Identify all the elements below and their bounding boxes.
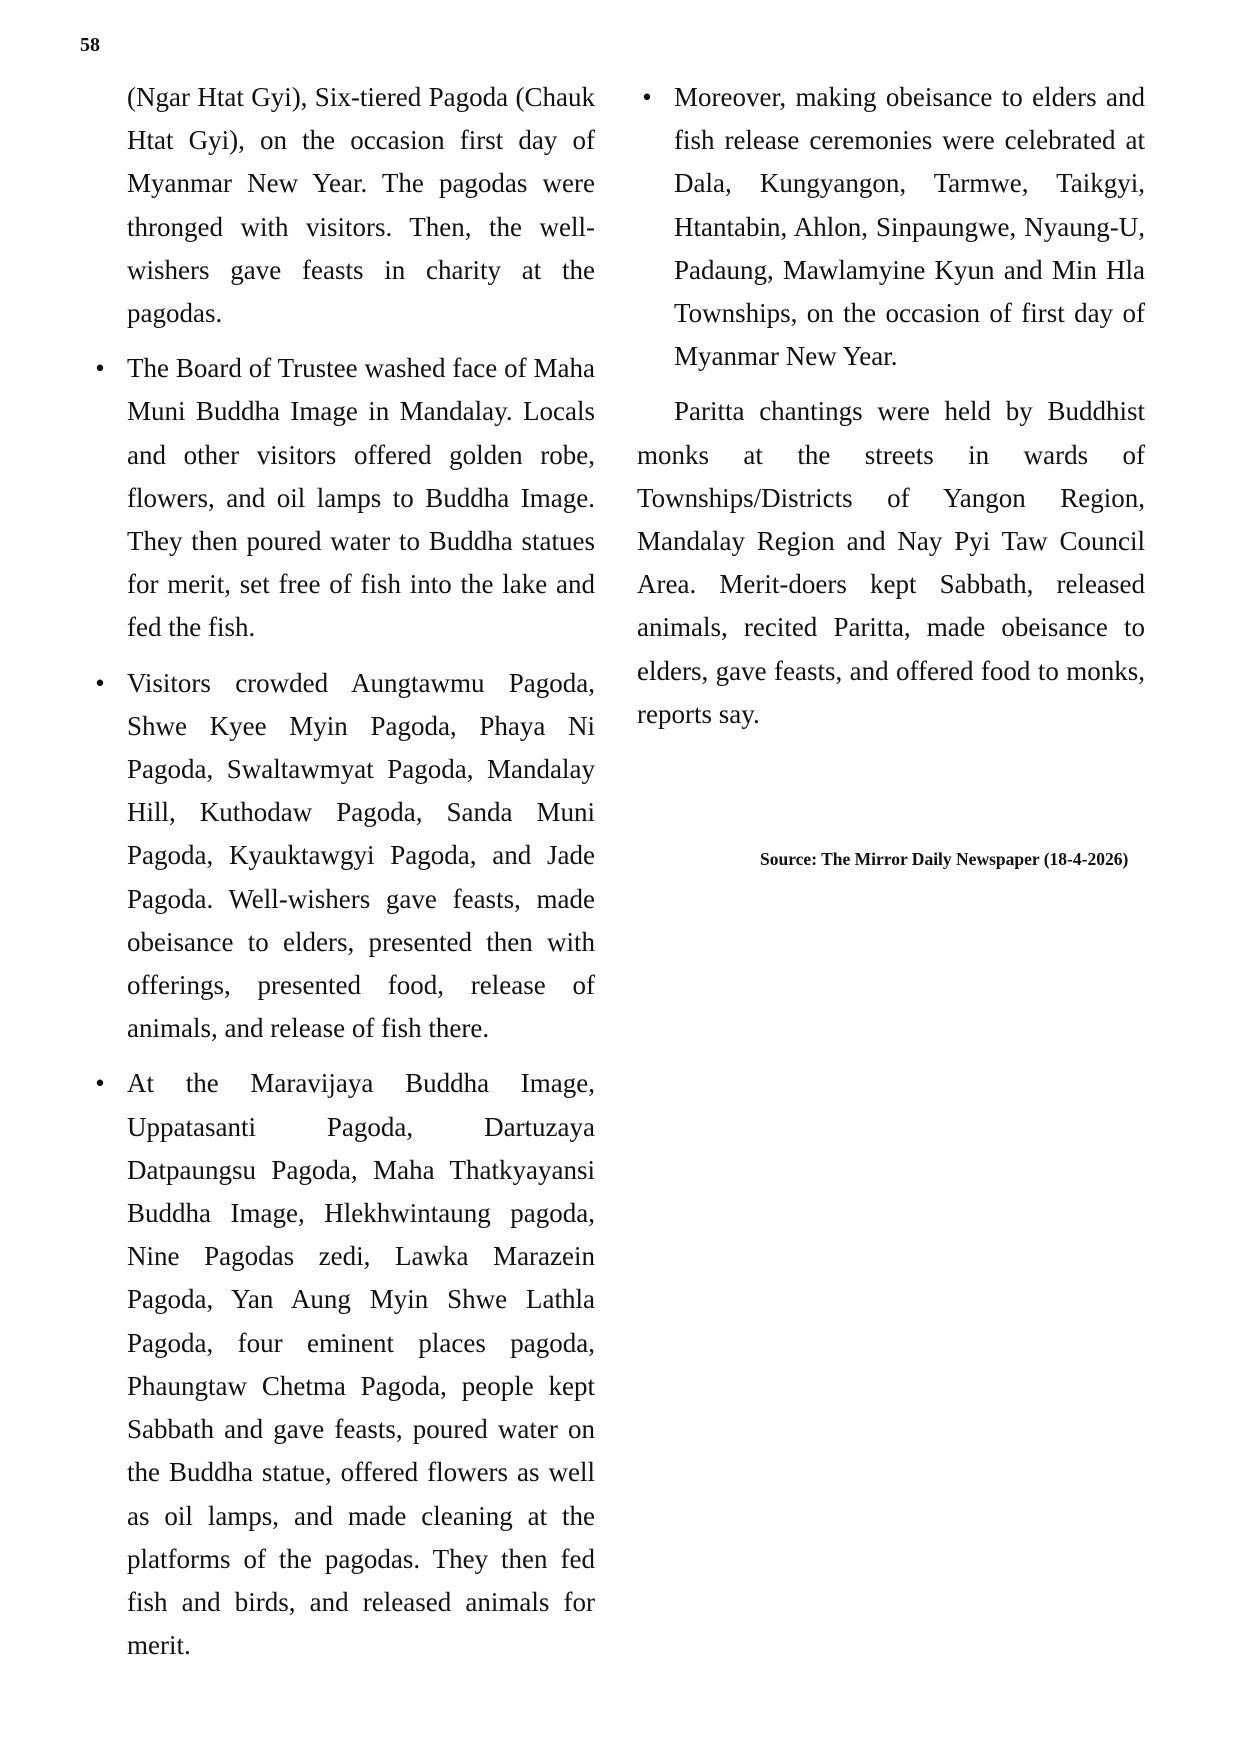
list-item-text: At the Maravijaya Buddha Image, Uppatasanti Pagoda, Dartuzaya Datpaungsu Pagoda, Maha Thatkyayansi Buddha Image, Hlekhwintaung pagoda, Nine Pagodas zedi, Lawka Marazein Pagoda, Yan Aung Myin Shwe Lathla Pagoda, four eminent places pagoda, Phaungtaw Chetma Pagoda, people kept Sabbath and gave feasts, poured water on the Buddha statue, offered flowers as well as oil lamps, and made cleaning at the platforms of the pagodas. They then fed fish and birds, and released animals for merit. (127, 1068, 595, 1661)
list-item (90, 1062, 595, 1667)
bullet-list (90, 347, 595, 1667)
continued-bullet-text: (Ngar Htat Gyi), Six-tiered Pagoda (Chauk Htat Gyi), on the occasion first day of Myanmar New Year. The pagodas were thronged with visitors. Then, the well-wishers gave feasts in charity at the pagodas. (127, 82, 595, 329)
left-column (90, 76, 595, 1679)
page-number: 58 (80, 34, 100, 56)
bullet-dot-icon: • (95, 1068, 105, 1099)
bullet-list (637, 76, 1145, 378)
list-item-text: Moreover, making obeisance to elders and fish release ceremonies were celebrated at Dala, Kungyangon, Tarmwe, Taikgyi, Htantabin, Ahlon, Sinpaungwe, Nyaung-U, Padaung, Mawlamyine Kyun and Min Hla Townships, on the occasion of first day of Myanmar New Year. (674, 82, 1145, 372)
body-paragraph: Paritta chantings were held by Buddhist monks at the streets in wards of Townships/Districts of Yangon Region, Mandalay Region and Nay Pyi Taw Council Area. Merit-doers kept Sabbath, released animals, recited Paritta, made obeisance to elders, gave feasts, and offered food to monks, reports say. (637, 396, 1145, 729)
list-item (90, 347, 595, 649)
bullet-dot-icon: • (95, 353, 105, 384)
list-item-text: Visitors crowded Aungtawmu Pagoda, Shwe Kyee Myin Pagoda, Phaya Ni Pagoda, Swaltawmyat Pagoda, Mandalay Hill, Kuthodaw Pagoda, Sanda Muni Pagoda, Kyauktawgyi Pagoda, and Jade Pagoda. Well-wishers gave feasts, made obeisance to elders, presented then with offerings, presented food, release of animals, and release of fish there. (127, 667, 595, 1044)
bullet-dot-icon: • (95, 667, 105, 698)
list-item (637, 76, 1145, 378)
source-citation: Source: The Mirror Daily Newspaper (18-4-2026) (760, 849, 1129, 869)
right-column (637, 76, 1145, 736)
list-item-text: The Board of Trustee washed face of Maha Muni Buddha Image in Mandalay. Locals and other visitors offered golden robe, flowers, and oil lamps to Buddha Image. They then poured water to Buddha statues for merit, set free of fish into the lake and fed the fish. (127, 353, 595, 643)
list-item (90, 662, 595, 1051)
bullet-dot-icon: • (642, 82, 652, 112)
